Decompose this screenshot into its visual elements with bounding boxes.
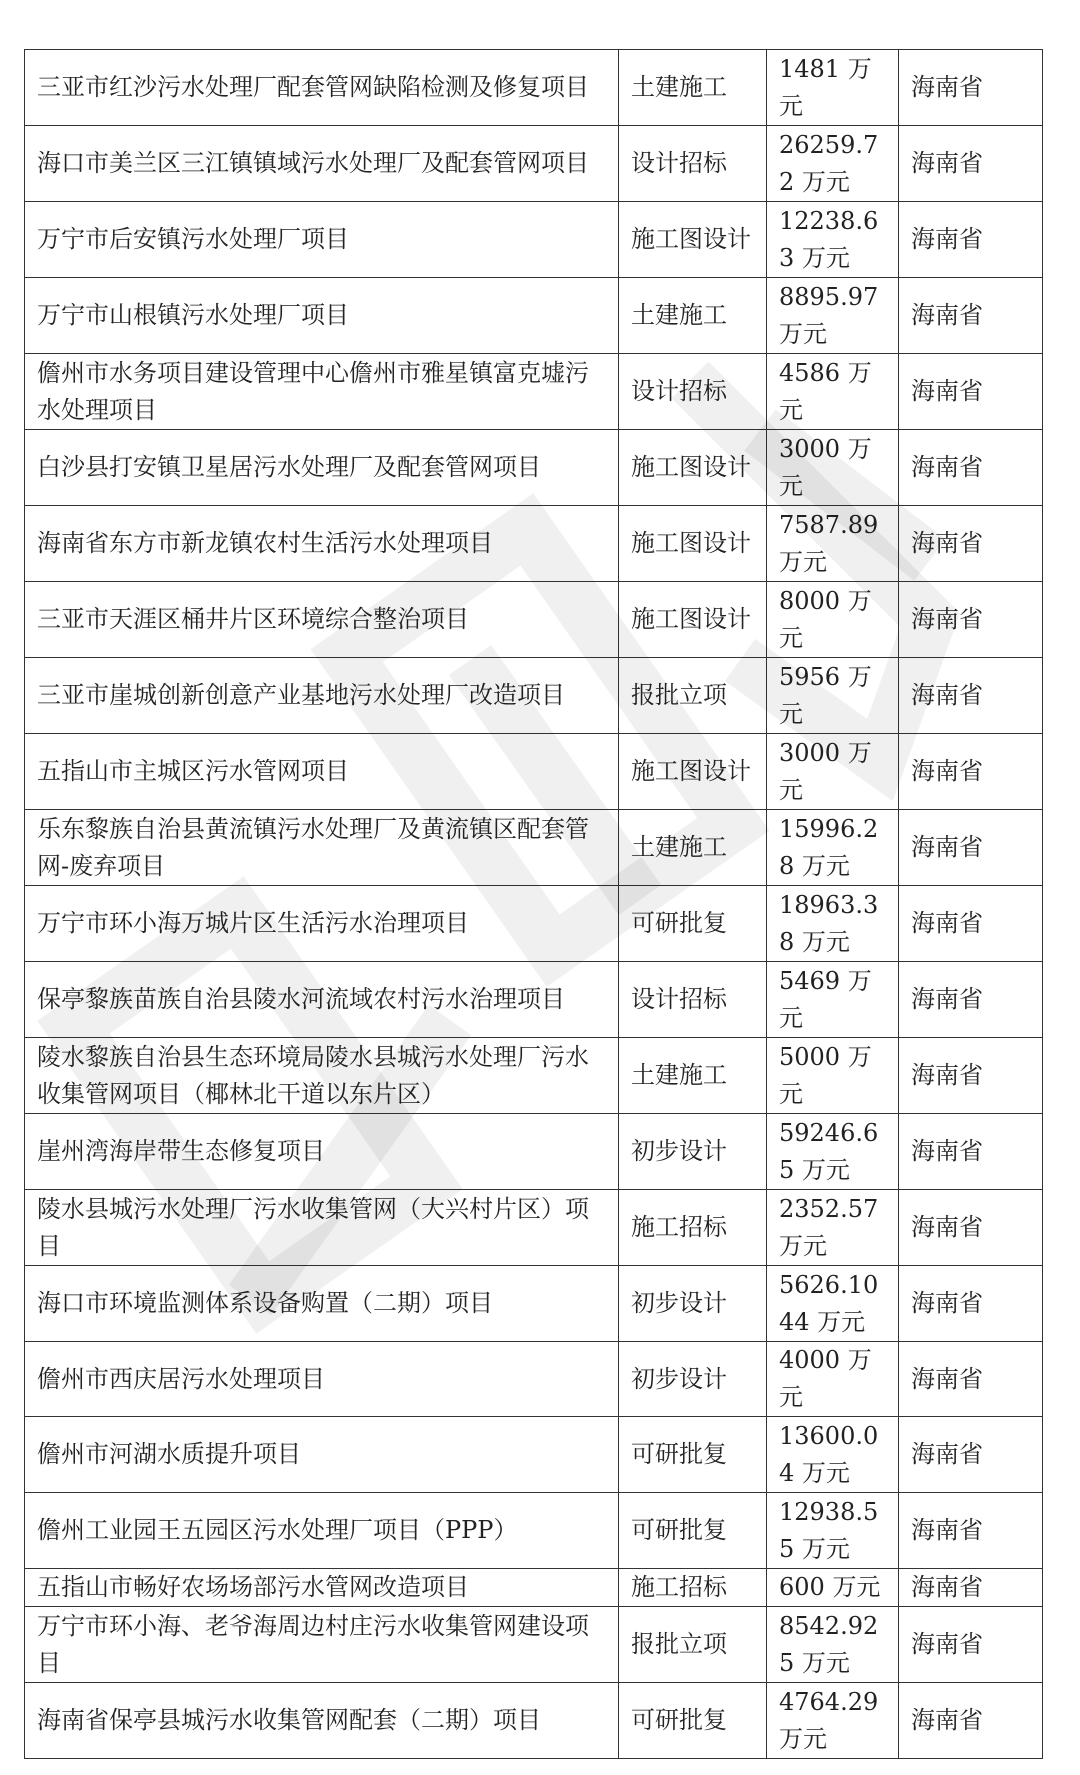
project-name-cell: 儋州市河湖水质提升项目 [25, 1417, 619, 1493]
table-row [25, 582, 1043, 658]
project-stage-cell: 初步设计 [619, 1114, 767, 1190]
project-name-cell: 儋州市水务项目建设管理中心儋州市雅星镇富克墟污水处理项目 [25, 354, 619, 430]
project-amount-cell: 8542.925 万元 [767, 1607, 899, 1683]
project-stage-cell: 施工图设计 [619, 430, 767, 506]
project-province-cell: 海南省 [899, 1569, 1043, 1607]
project-stage-cell: 报批立项 [619, 658, 767, 734]
project-stage-cell: 土建施工 [619, 1038, 767, 1114]
table-row [25, 1493, 1043, 1569]
project-province-cell: 海南省 [899, 734, 1043, 810]
table-row [25, 202, 1043, 278]
project-amount-cell: 8000 万元 [767, 582, 899, 658]
table-row [25, 1607, 1043, 1683]
project-province-cell: 海南省 [899, 1190, 1043, 1266]
table-row [25, 1190, 1043, 1266]
project-name-cell: 万宁市山根镇污水处理厂项目 [25, 278, 619, 354]
project-amount-cell: 3000 万元 [767, 430, 899, 506]
project-name-cell: 乐东黎族自治县黄流镇污水处理厂及黄流镇区配套管网-废弃项目 [25, 810, 619, 886]
project-name-cell: 五指山市主城区污水管网项目 [25, 734, 619, 810]
project-table-body [25, 50, 1043, 1759]
project-amount-cell: 600 万元 [767, 1569, 899, 1607]
project-amount-cell: 5469 万元 [767, 962, 899, 1038]
project-name-cell: 五指山市畅好农场场部污水管网改造项目 [25, 1569, 619, 1607]
table-row [25, 354, 1043, 430]
project-province-cell: 海南省 [899, 886, 1043, 962]
project-stage-cell: 可研批复 [619, 1683, 767, 1759]
project-province-cell: 海南省 [899, 50, 1043, 126]
table-row [25, 1569, 1043, 1607]
project-amount-cell: 5956 万元 [767, 658, 899, 734]
project-name-cell: 白沙县打安镇卫星居污水处理厂及配套管网项目 [25, 430, 619, 506]
project-name-cell: 海口市美兰区三江镇镇域污水处理厂及配套管网项目 [25, 126, 619, 202]
project-amount-cell: 5626.1044 万元 [767, 1266, 899, 1342]
project-amount-cell: 3000 万元 [767, 734, 899, 810]
project-amount-cell: 26259.72 万元 [767, 126, 899, 202]
project-province-cell: 海南省 [899, 202, 1043, 278]
project-stage-cell: 设计招标 [619, 126, 767, 202]
project-amount-cell: 18963.38 万元 [767, 886, 899, 962]
project-province-cell: 海南省 [899, 278, 1043, 354]
project-amount-cell: 12938.55 万元 [767, 1493, 899, 1569]
project-province-cell: 海南省 [899, 582, 1043, 658]
project-province-cell: 海南省 [899, 1114, 1043, 1190]
project-name-cell: 儋州工业园王五园区污水处理厂项目（PPP） [25, 1493, 619, 1569]
table-row [25, 810, 1043, 886]
project-province-cell: 海南省 [899, 962, 1043, 1038]
table-row [25, 126, 1043, 202]
project-stage-cell: 施工招标 [619, 1190, 767, 1266]
project-province-cell: 海南省 [899, 1266, 1043, 1342]
project-name-cell: 儋州市西庆居污水处理项目 [25, 1342, 619, 1417]
project-stage-cell: 初步设计 [619, 1342, 767, 1417]
table-row [25, 1266, 1043, 1342]
project-stage-cell: 初步设计 [619, 1266, 767, 1342]
project-province-cell: 海南省 [899, 1683, 1043, 1759]
project-name-cell: 崖州湾海岸带生态修复项目 [25, 1114, 619, 1190]
project-amount-cell: 4000 万元 [767, 1342, 899, 1417]
project-province-cell: 海南省 [899, 810, 1043, 886]
table-row [25, 1038, 1043, 1114]
table-row [25, 1683, 1043, 1759]
project-amount-cell: 12238.63 万元 [767, 202, 899, 278]
table-row [25, 962, 1043, 1038]
project-stage-cell: 土建施工 [619, 278, 767, 354]
project-name-cell: 海口市环境监测体系设备购置（二期）项目 [25, 1266, 619, 1342]
project-name-cell: 万宁市后安镇污水处理厂项目 [25, 202, 619, 278]
project-name-cell: 保亭黎族苗族自治县陵水河流域农村污水治理项目 [25, 962, 619, 1038]
project-table-container [24, 49, 1042, 1759]
project-province-cell: 海南省 [899, 126, 1043, 202]
project-name-cell: 万宁市环小海万城片区生活污水治理项目 [25, 886, 619, 962]
project-amount-cell: 13600.04 万元 [767, 1417, 899, 1493]
project-stage-cell: 施工图设计 [619, 202, 767, 278]
project-province-cell: 海南省 [899, 506, 1043, 582]
project-stage-cell: 报批立项 [619, 1607, 767, 1683]
project-stage-cell: 可研批复 [619, 1493, 767, 1569]
project-amount-cell: 7587.89 万元 [767, 506, 899, 582]
project-stage-cell: 可研批复 [619, 886, 767, 962]
project-province-cell: 海南省 [899, 1493, 1043, 1569]
project-table [24, 49, 1043, 1759]
project-province-cell: 海南省 [899, 430, 1043, 506]
project-stage-cell: 可研批复 [619, 1417, 767, 1493]
project-name-cell: 海南省东方市新龙镇农村生活污水处理项目 [25, 506, 619, 582]
table-row [25, 1342, 1043, 1417]
project-province-cell: 海南省 [899, 1342, 1043, 1417]
project-province-cell: 海南省 [899, 1417, 1043, 1493]
project-name-cell: 陵水黎族自治县生态环境局陵水县城污水处理厂污水收集管网项目（椰林北干道以东片区） [25, 1038, 619, 1114]
project-stage-cell: 设计招标 [619, 354, 767, 430]
table-row [25, 50, 1043, 126]
project-province-cell: 海南省 [899, 658, 1043, 734]
project-province-cell: 海南省 [899, 1038, 1043, 1114]
table-row [25, 658, 1043, 734]
project-name-cell: 三亚市天涯区桶井片区环境综合整治项目 [25, 582, 619, 658]
project-name-cell: 陵水县城污水处理厂污水收集管网（大兴村片区）项目 [25, 1190, 619, 1266]
project-amount-cell: 5000 万元 [767, 1038, 899, 1114]
project-name-cell: 海南省保亭县城污水收集管网配套（二期）项目 [25, 1683, 619, 1759]
table-row [25, 734, 1043, 810]
project-province-cell: 海南省 [899, 354, 1043, 430]
project-stage-cell: 设计招标 [619, 962, 767, 1038]
table-row [25, 1114, 1043, 1190]
project-stage-cell: 土建施工 [619, 50, 767, 126]
project-province-cell: 海南省 [899, 1607, 1043, 1683]
project-stage-cell: 施工图设计 [619, 506, 767, 582]
table-row [25, 430, 1043, 506]
project-amount-cell: 15996.28 万元 [767, 810, 899, 886]
project-amount-cell: 2352.57 万元 [767, 1190, 899, 1266]
project-stage-cell: 施工招标 [619, 1569, 767, 1607]
project-stage-cell: 施工图设计 [619, 582, 767, 658]
project-name-cell: 三亚市崖城创新创意产业基地污水处理厂改造项目 [25, 658, 619, 734]
project-amount-cell: 4586 万元 [767, 354, 899, 430]
table-row [25, 278, 1043, 354]
project-stage-cell: 土建施工 [619, 810, 767, 886]
project-name-cell: 万宁市环小海、老爷海周边村庄污水收集管网建设项目 [25, 1607, 619, 1683]
table-row [25, 1417, 1043, 1493]
project-stage-cell: 施工图设计 [619, 734, 767, 810]
project-amount-cell: 1481 万元 [767, 50, 899, 126]
project-amount-cell: 59246.65 万元 [767, 1114, 899, 1190]
project-amount-cell: 8895.97 万元 [767, 278, 899, 354]
project-name-cell: 三亚市红沙污水处理厂配套管网缺陷检测及修复项目 [25, 50, 619, 126]
table-row [25, 886, 1043, 962]
table-row [25, 506, 1043, 582]
project-amount-cell: 4764.29 万元 [767, 1683, 899, 1759]
